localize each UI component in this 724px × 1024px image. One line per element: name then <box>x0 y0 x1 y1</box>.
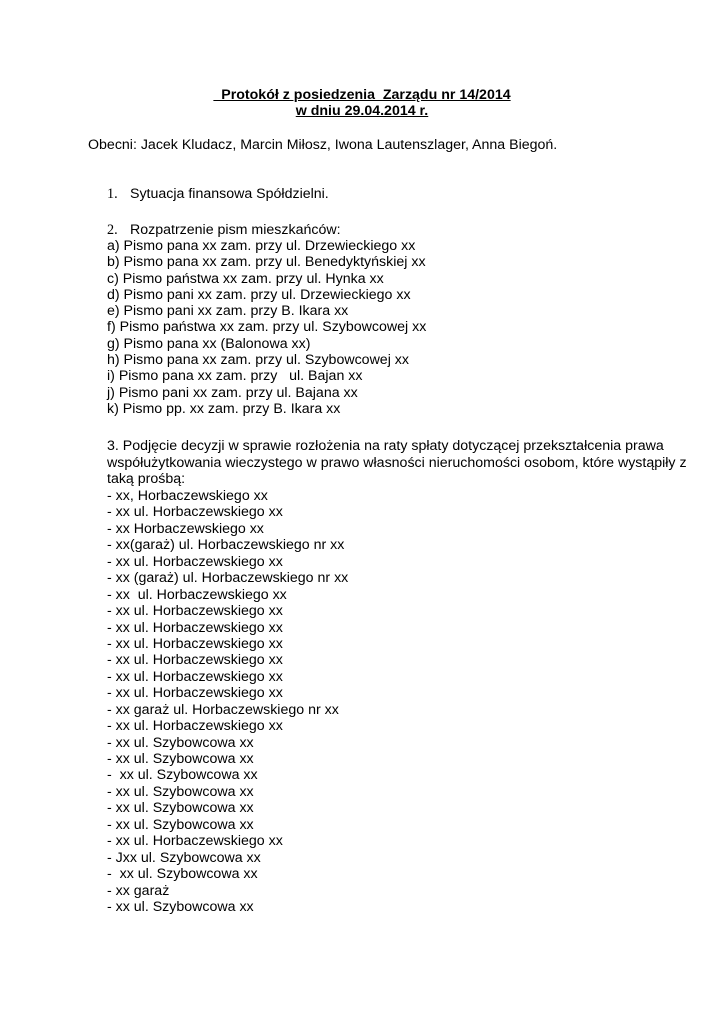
person-item: - xx ul. Horbaczewskiego xx <box>107 553 283 570</box>
letter-item: j) Pismo pani xx zam. przy ul. Bajana xx <box>107 384 358 401</box>
person-item: - xx Horbaczewskiego xx <box>107 520 264 537</box>
person-item: - xx ul. Horbaczewskiego xx <box>107 619 283 636</box>
person-item: - xx ul. Horbaczewskiego xx <box>107 652 283 669</box>
person-item: - xx garaż ul. Horbaczewskiego nr xx <box>107 701 339 718</box>
letter-item: k) Pismo pp. xx zam. przy B. Ikara xx <box>107 400 341 417</box>
person-item: - xx ul. Horbaczewskiego xx <box>107 833 283 850</box>
attendees-line: Obecni: Jacek Kludacz, Marcin Miłosz, Iwona Lautenszlager, Anna Biegoń. <box>88 137 558 153</box>
person-item: - xx ul. Horbaczewskiego xx <box>107 668 283 685</box>
agenda-item-3-text: 3. Podjęcie decyzji w sprawie rozłożenia na raty spłaty dotyczącej przekształcenia prawa współużytkowania wieczystego w prawo własności nieruchomości osobom, które wystąpiły z taką prośbą: <box>107 438 687 487</box>
persons-list <box>107 488 348 915</box>
person-item: - xx(garaż) ul. Horbaczewskiego nr xx <box>107 537 345 554</box>
document-title: Protokół z posiedzenia Zarządu nr 14/2014 <box>213 87 511 103</box>
letter-item: c) Pismo państwa xx zam. przy ul. Hynka xx <box>107 270 384 287</box>
person-item: - xx (garaż) ul. Horbaczewskiego nr xx <box>107 570 349 587</box>
letter-item: b) Pismo pana xx zam. przy ul. Benedyktyńskiej xx <box>107 254 426 271</box>
person-item: - xx ul. Szybowcowa xx <box>107 734 254 751</box>
person-item: - xx ul. Szybowcowa xx <box>107 767 258 784</box>
person-item: - xx ul. Szybowcowa xx <box>107 751 254 767</box>
letter-item: h) Pismo pana xx zam. przy ul. Szybowcowej xx <box>107 352 409 369</box>
letters-list <box>107 238 426 417</box>
person-item: - xx ul. Horbaczewskiego xx <box>107 685 283 702</box>
person-item: - xx ul. Szybowcowa xx <box>107 800 254 817</box>
agenda-item-1-number: 1. <box>107 186 118 202</box>
person-item: - xx ul. Szybowcowa xx <box>107 783 254 800</box>
person-item: - xx ul. Horbaczewskiego xx <box>107 586 287 603</box>
document-date: w dniu 29.04.2014 r. <box>295 103 429 119</box>
person-item: - xx ul. Horbaczewskiego xx <box>107 718 283 735</box>
person-item: - xx garaż <box>107 882 170 899</box>
person-item: - xx ul. Szybowcowa xx <box>107 866 258 883</box>
letter-item: e) Pismo pani xx zam. przy B. Ikara xx <box>107 303 349 320</box>
letter-item: d) Pismo pani xx zam. przy ul. Drzewieckiego xx <box>107 286 411 303</box>
agenda-item-1-text: Sytuacja finansowa Spółdzielni. <box>130 186 329 202</box>
person-item: - xx ul. Horbaczewskiego xx <box>107 603 283 620</box>
agenda-item-2-text: Rozpatrzenie pism mieszkańców: <box>130 222 341 238</box>
person-item: - xx, Horbaczewskiego xx <box>107 488 268 504</box>
agenda-item-2-number: 2. <box>107 222 118 238</box>
letter-item: i) Pismo pana xx zam. przy ul. Bajan xx <box>107 368 363 385</box>
person-item: - xx ul. Szybowcowa xx <box>107 816 254 833</box>
person-item: - xx ul. Horbaczewskiego xx <box>107 635 283 652</box>
person-item: - xx ul. Szybowcowa xx <box>107 898 254 915</box>
letter-item: a) Pismo pana xx zam. przy ul. Drzewieckiego xx <box>107 238 416 254</box>
agenda-item-1 <box>107 186 329 202</box>
letter-item: f) Pismo państwa xx zam. przy ul. Szybowcowej xx <box>107 319 427 336</box>
person-item: - Jxx ul. Szybowcowa xx <box>107 849 261 866</box>
letter-item: g) Pismo pana xx (Balonowa xx) <box>107 335 311 352</box>
agenda-item-2 <box>107 222 341 238</box>
person-item: - xx ul. Horbaczewskiego xx <box>107 504 283 521</box>
